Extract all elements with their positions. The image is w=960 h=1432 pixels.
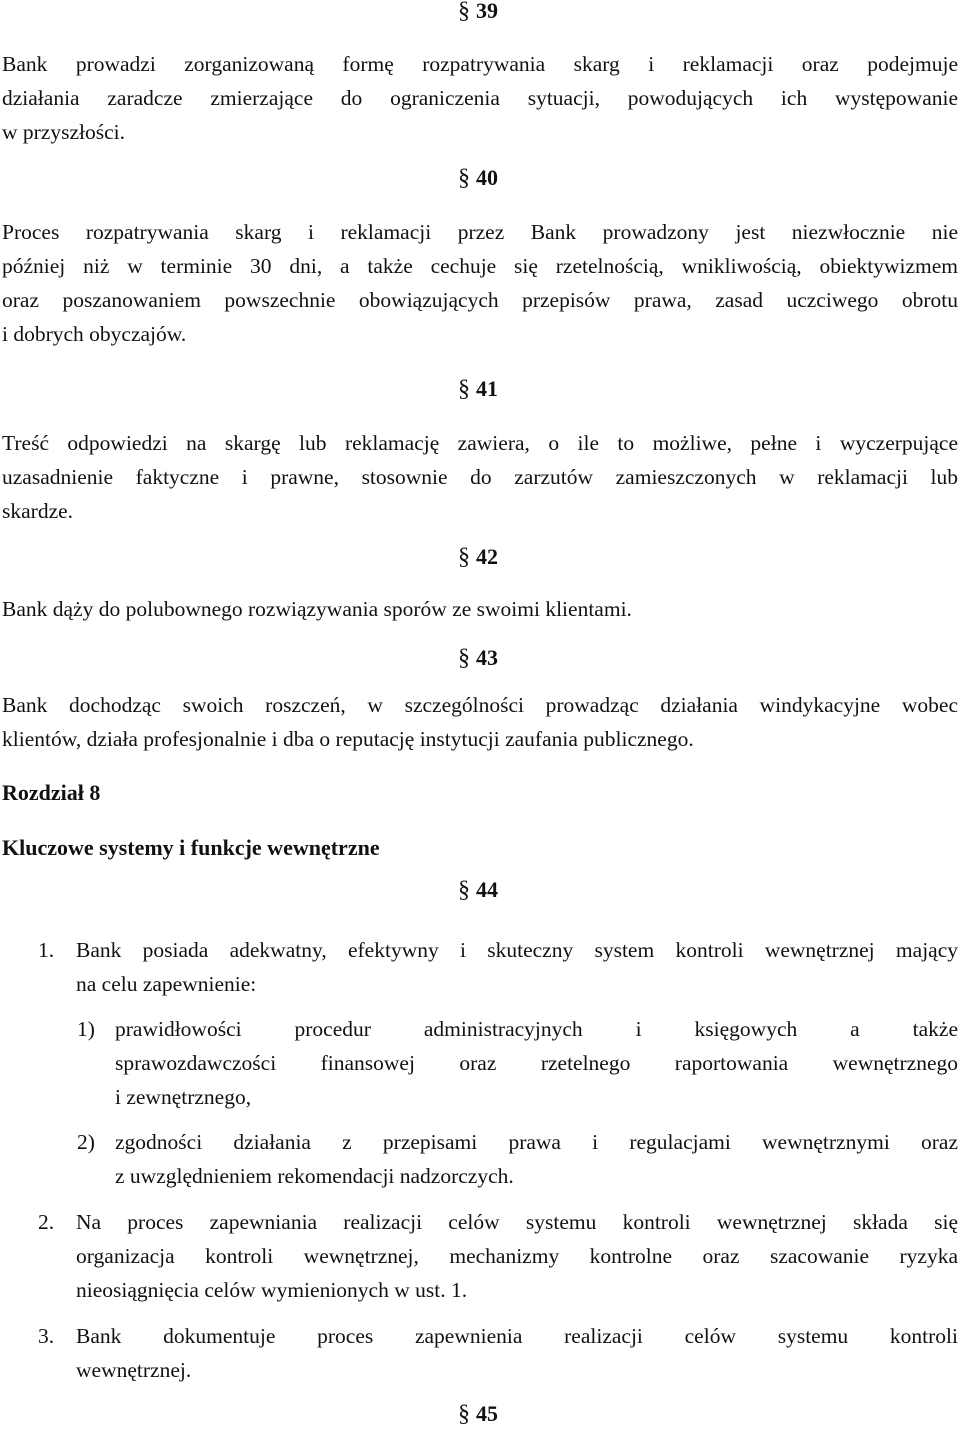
paragraph-line: klientów, działa profesjonalnie i dba o reputację instytucji zaufania publicznego. bbox=[2, 727, 694, 751]
paragraph-line: Treść odpowiedzi na skargę lub reklamację zawiera, o ile to możliwe, pełne i wyczerpujące bbox=[2, 431, 958, 455]
section-number: 39 bbox=[476, 0, 498, 23]
paragraph-line: i dobrych obyczajów. bbox=[2, 322, 187, 346]
section-heading-40 bbox=[458, 163, 498, 193]
paragraph-line: Proces rozpatrywania skarg i reklamacji przez Bank prowadzony jest niezwłocznie nie bbox=[2, 220, 958, 244]
list-item-number: 3. bbox=[38, 1324, 55, 1348]
section-heading-44 bbox=[458, 875, 498, 905]
paragraph-line: Bank dąży do polubownego rozwiązywania sporów ze swoimi klientami. bbox=[2, 597, 632, 621]
list-item-line: Bank posiada adekwatny, efektywny i skuteczny system kontroli wewnętrznej mający bbox=[76, 938, 958, 962]
list-item-line: Bank dokumentuje proces zapewnienia realizacji celów systemu kontroli bbox=[76, 1324, 958, 1348]
paragraph-line: skardze. bbox=[2, 499, 74, 523]
section-sign: § bbox=[458, 645, 470, 671]
list-item-text bbox=[76, 1319, 958, 1387]
section-number: 44 bbox=[476, 877, 498, 902]
list-item-text bbox=[76, 933, 958, 1001]
sub-item-line: sprawozdawczości finansowej oraz rzetelnego raportowania wewnętrznego bbox=[115, 1051, 958, 1075]
paragraph-line: Bank prowadzi zorganizowaną formę rozpatrywania skarg i reklamacji oraz podejmuje bbox=[2, 52, 958, 76]
section-number: 41 bbox=[476, 376, 498, 401]
section-number: 43 bbox=[476, 645, 498, 670]
list-item-line: wewnętrznej. bbox=[76, 1358, 192, 1382]
paragraph-line: uzasadnienie faktyczne i prawne, stosownie do zarzutów zamieszczonych w reklamacji lub bbox=[2, 465, 958, 489]
sub-item-text bbox=[115, 1125, 958, 1193]
section-sign: § bbox=[458, 544, 470, 570]
chapter-number: Rozdział 8 bbox=[2, 780, 101, 805]
section-sign: § bbox=[458, 165, 470, 191]
section-sign: § bbox=[458, 1401, 470, 1427]
paragraph-line: w przyszłości. bbox=[2, 120, 125, 144]
section-sign: § bbox=[458, 376, 470, 402]
section-heading-39 bbox=[458, 0, 498, 26]
paragraph-line: działania zaradcze zmierzające do ograniczenia sytuacji, powodujących ich występowanie bbox=[2, 86, 958, 110]
paragraph-line: oraz poszanowaniem powszechnie obowiązujących przepisów prawa, zasad uczciwego obrotu bbox=[2, 288, 958, 312]
section-sign: § bbox=[458, 877, 470, 903]
section-sign: § bbox=[458, 0, 470, 24]
list-item-number: 1. bbox=[38, 938, 55, 962]
section-heading-43 bbox=[458, 643, 498, 673]
sub-item-line: prawidłowości procedur administracyjnych i księgowych a także bbox=[115, 1017, 958, 1041]
sub-item-line: z uwzględnieniem rekomendacji nadzorczych. bbox=[115, 1164, 514, 1188]
section-number: 45 bbox=[476, 1401, 498, 1426]
sub-item-number: 1) bbox=[77, 1017, 95, 1041]
chapter-title: Kluczowe systemy i funkcje wewnętrzne bbox=[2, 835, 380, 860]
section-number: 42 bbox=[476, 544, 498, 569]
section-number: 40 bbox=[476, 165, 498, 190]
list-item-line: Na proces zapewniania realizacji celów systemu kontroli wewnętrznej składa się bbox=[76, 1210, 958, 1234]
list-item-number: 2. bbox=[38, 1210, 55, 1234]
sub-item-number: 2) bbox=[77, 1130, 95, 1154]
sub-item-text bbox=[115, 1012, 958, 1114]
list-item-line: nieosiągnięcia celów wymienionych w ust. 1. bbox=[76, 1278, 468, 1302]
paragraph-41 bbox=[2, 426, 958, 528]
paragraph-39 bbox=[2, 47, 958, 149]
section-heading-42 bbox=[458, 542, 498, 572]
list-item-line: na celu zapewnienie: bbox=[76, 972, 257, 996]
section-heading-41 bbox=[458, 374, 498, 404]
paragraph-line: później niż w terminie 30 dni, a także cechuje się rzetelnością, wnikliwością, obiektywizmem bbox=[2, 254, 958, 278]
paragraph-line: Bank dochodząc swoich roszczeń, w szczególności prowadząc działania windykacyjne wobec bbox=[2, 693, 958, 717]
paragraph-40 bbox=[2, 215, 958, 351]
sub-item-line: i zewnętrznego, bbox=[115, 1085, 252, 1109]
paragraph-43 bbox=[2, 688, 958, 756]
paragraph-42 bbox=[2, 592, 958, 626]
list-item-line: organizacja kontroli wewnętrznej, mechanizmy kontrolne oraz szacowanie ryzyka bbox=[76, 1244, 958, 1268]
sub-item-line: zgodności działania z przepisami prawa i regulacjami wewnętrznymi oraz bbox=[115, 1130, 958, 1154]
list-item-text bbox=[76, 1205, 958, 1307]
section-heading-45 bbox=[458, 1399, 498, 1429]
